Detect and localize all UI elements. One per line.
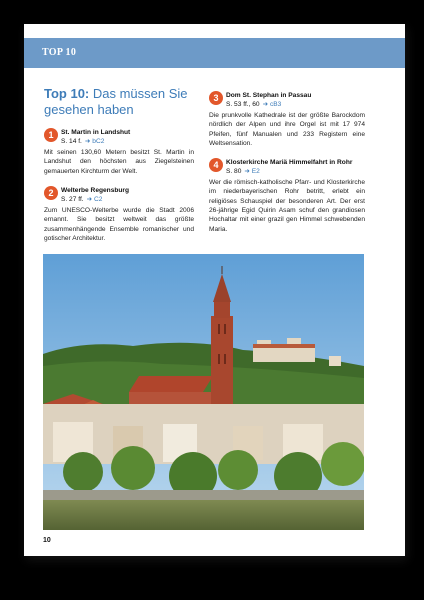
entry-reference <box>226 100 365 109</box>
page-ref: S. 53 ff., 60 <box>226 101 260 109</box>
page-ref: S. 27 ff. <box>61 196 84 204</box>
entry-heading: St. Martin in Landshut <box>61 129 131 136</box>
number-badge: 2 <box>44 186 58 200</box>
entry-text: Die prunkvolle Kathedrale ist der größte Barockdom nördlich der Alpen und ihre Orgel ist mit 17 974 Pfeifen, fünf Manualen und 233 Registern eine Weltsensation. <box>209 111 365 148</box>
title-bold: Top 10: <box>44 86 90 101</box>
entry-text: Mit seinen 130,60 Metern besitzt St. Martin in Landshut den höchsten aus Ziegelsteinen gemauerten Kirchturm der Welt. <box>44 148 194 175</box>
page-number: 10 <box>43 537 51 544</box>
entry-text: Zum UNESCO-Welterbe wurde die Stadt 2006 ernannt. Sie besitzt weltweit das größte zusammenhängende Ensemble romanischer und gotischer Architektur. <box>44 206 194 243</box>
top-entry-1 <box>44 128 194 176</box>
number-badge: 3 <box>209 91 223 105</box>
map-grid-ref: cB3 <box>269 101 282 109</box>
page-ref: S. 80 <box>226 168 242 176</box>
section-label: TOP 10 <box>42 47 77 58</box>
arrow-icon: ➜ <box>262 101 269 109</box>
top-entry-4 <box>209 158 365 234</box>
guidebook-page <box>24 24 405 556</box>
entry-text: Wer die römisch-katholische Pfarr- und Klosterkirche im niederbayerischen Rohr betritt, erlebt ein religiöses Schauspiel der besonderen Art. Der erst 26-jährige Egid Quirin Asam schuf den grandiosen Hochaltar mit einer grazil gen Himmel schwebenden Maria. <box>209 178 365 233</box>
map-grid-ref: E2 <box>251 168 260 176</box>
arrow-icon: ➜ <box>84 138 91 146</box>
map-grid-ref: bC2 <box>92 138 105 146</box>
entry-heading: Welterbe Regensburg <box>61 187 130 194</box>
entry-heading: Dom St. Stephan in Passau <box>226 92 312 99</box>
arrow-icon: ➜ <box>86 196 93 204</box>
top-entry-2 <box>44 186 194 243</box>
entry-reference <box>61 195 194 204</box>
entry-heading: Klosterkirche Mariä Himmelfahrt in Rohr <box>226 159 353 166</box>
top-entry-3 <box>209 91 365 148</box>
header-band <box>24 38 405 68</box>
landshut-photo <box>43 254 364 530</box>
arrow-icon: ➜ <box>244 168 250 176</box>
page-ref: S. 14 f. <box>61 138 82 146</box>
map-grid-ref: C2 <box>93 196 103 204</box>
entry-reference <box>226 167 365 176</box>
title-rest: Das müssen Sie gesehen haben <box>44 86 188 117</box>
entry-reference <box>61 137 194 146</box>
number-badge: 4 <box>209 158 223 172</box>
page-title <box>44 86 194 118</box>
number-badge: 1 <box>44 128 58 142</box>
